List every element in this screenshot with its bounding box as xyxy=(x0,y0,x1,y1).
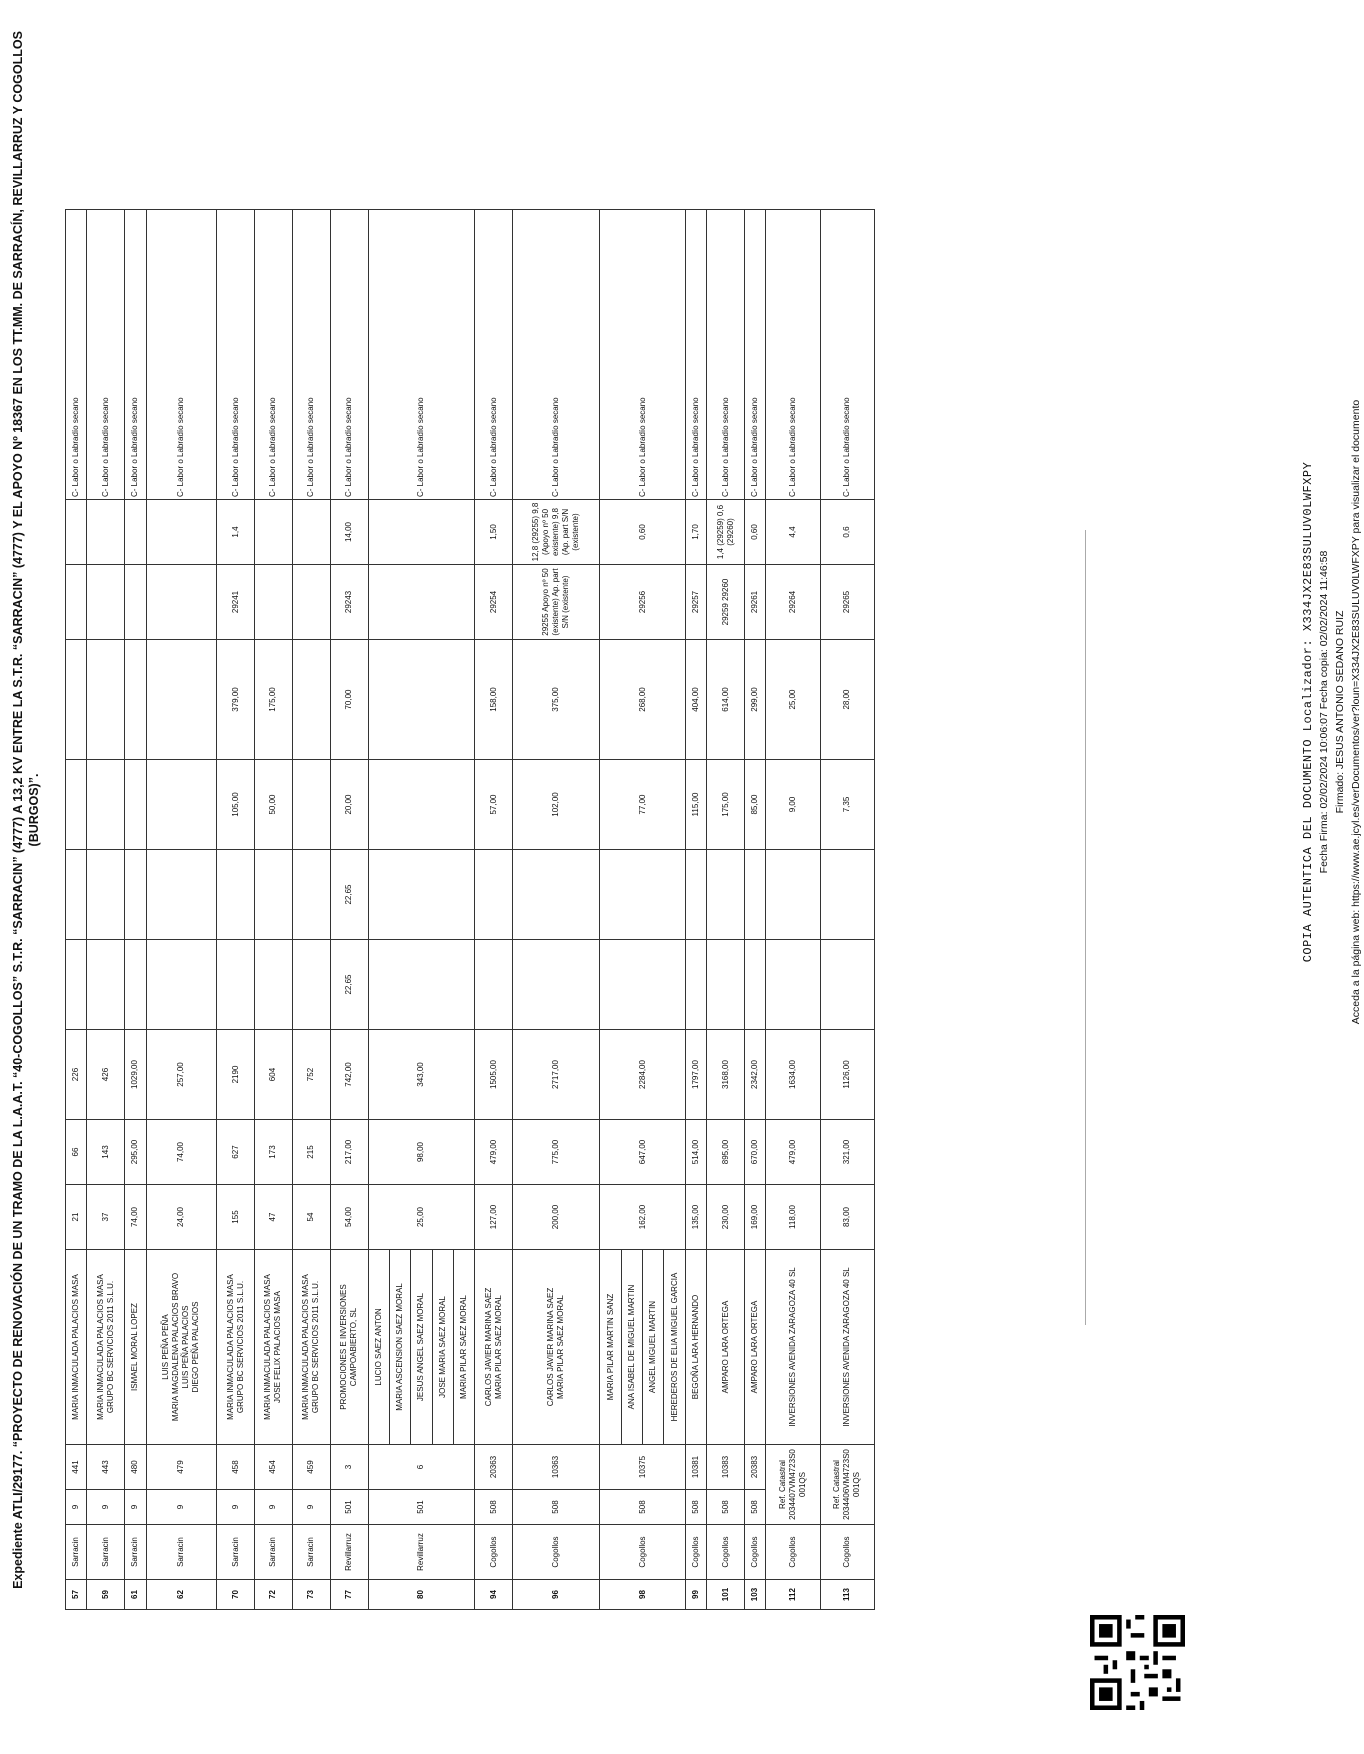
value-a: 54,00 xyxy=(330,1185,368,1250)
support-id: 29265 xyxy=(820,565,874,640)
polygon: 501 xyxy=(330,1490,368,1525)
support-area: 1,4 xyxy=(217,500,255,565)
support-area: 0,6 xyxy=(820,500,874,565)
value-c: 742,00 xyxy=(330,1030,368,1120)
support-id: 29257 xyxy=(685,565,706,640)
value-a: 135,00 xyxy=(685,1185,706,1250)
value-b: 66 xyxy=(66,1120,87,1185)
value-b: 173 xyxy=(255,1120,293,1185)
value-g xyxy=(87,640,125,760)
cadastral-ref: Ref. Catastral 2034406VM4723S0001QS xyxy=(820,1445,874,1525)
parcel: 10381 xyxy=(685,1445,706,1490)
parcel: 480 xyxy=(125,1445,146,1490)
value-a: 118,00 xyxy=(766,1185,820,1250)
polygon: 9 xyxy=(66,1490,87,1525)
value-d xyxy=(255,940,293,1030)
signature-title: COPIA AUTENTICA DEL DOCUMENTO Localizador: X334JX2E83SULUV0LWFXPY xyxy=(1301,461,1315,963)
table-row xyxy=(820,210,874,1610)
support-id: 29264 xyxy=(766,565,820,640)
value-a: 24,00 xyxy=(146,1185,217,1250)
crop-type: C- Labor o Labradío secano xyxy=(217,210,255,500)
value-g xyxy=(125,640,146,760)
crop-type: C- Labor o Labradío secano xyxy=(745,210,766,500)
municipality: Sarracin xyxy=(66,1525,87,1580)
qr-code-icon xyxy=(1090,1615,1185,1710)
value-c: 1126,00 xyxy=(820,1030,874,1120)
support-area: 1,4 (29259) 0,6 (29260) xyxy=(707,500,745,565)
polygon: 508 xyxy=(685,1490,706,1525)
value-f: 105,00 xyxy=(217,760,255,850)
value-g: 299,00 xyxy=(745,640,766,760)
value-g xyxy=(146,640,217,760)
parcel-number: 62 xyxy=(146,1580,217,1610)
municipality: Cogollos xyxy=(475,1525,513,1580)
value-c: 2284,00 xyxy=(600,1030,686,1120)
value-c: 2342,00 xyxy=(745,1030,766,1120)
polygon: 508 xyxy=(475,1490,513,1525)
parcel: 479 xyxy=(146,1445,217,1490)
support-id xyxy=(368,565,475,640)
parcel-number: 101 xyxy=(707,1580,745,1610)
table-row xyxy=(125,210,146,1610)
support-id: 29261 xyxy=(745,565,766,640)
table-row xyxy=(766,210,820,1610)
table-row xyxy=(368,210,389,1610)
support-area xyxy=(146,500,217,565)
parcel: 459 xyxy=(292,1445,330,1490)
value-f: 57,00 xyxy=(475,760,513,850)
parcel-number: 103 xyxy=(745,1580,766,1610)
value-c: 604 xyxy=(255,1030,293,1120)
signature-signer: Firmado: JESUS ANTONIO SEDANO RUIZ xyxy=(1334,610,1346,814)
parcel-number: 113 xyxy=(820,1580,874,1610)
owner-names: AMPARO LARA ORTEGA xyxy=(745,1250,766,1445)
crop-type: C- Labor o Labradío secano xyxy=(707,210,745,500)
value-d xyxy=(820,940,874,1030)
table-row xyxy=(87,210,125,1610)
owner-name: JOSE MARIA SAEZ MORAL xyxy=(432,1250,453,1445)
crop-type: C- Labor o Labradío secano xyxy=(820,210,874,500)
support-id xyxy=(66,565,87,640)
value-f: 175,00 xyxy=(707,760,745,850)
municipality: Cogollos xyxy=(685,1525,706,1580)
value-f xyxy=(146,760,217,850)
value-b: 295,00 xyxy=(125,1120,146,1185)
parcel-number: 80 xyxy=(368,1580,475,1610)
value-a: 37 xyxy=(87,1185,125,1250)
value-e xyxy=(368,850,475,940)
parcel-number: 70 xyxy=(217,1580,255,1610)
crop-type: C- Labor o Labradío secano xyxy=(255,210,293,500)
parcel-number: 99 xyxy=(685,1580,706,1610)
value-a: 74,00 xyxy=(125,1185,146,1250)
value-f: 77,00 xyxy=(600,760,686,850)
table-row xyxy=(292,210,330,1610)
crop-type: C- Labor o Labradío secano xyxy=(66,210,87,500)
value-a: 54 xyxy=(292,1185,330,1250)
value-b: 143 xyxy=(87,1120,125,1185)
value-g: 375,00 xyxy=(513,640,600,760)
owner-names: PROMOCIONES E INVERSIONES CAMPOABIERTO, SL xyxy=(330,1250,368,1445)
value-d xyxy=(66,940,87,1030)
value-b: 514,00 xyxy=(685,1120,706,1185)
value-d xyxy=(368,940,475,1030)
value-d xyxy=(292,940,330,1030)
value-f xyxy=(66,760,87,850)
value-g: 175,00 xyxy=(255,640,293,760)
value-g: 70,00 xyxy=(330,640,368,760)
value-e xyxy=(292,850,330,940)
value-e xyxy=(255,850,293,940)
table-row xyxy=(600,210,621,1610)
parcel-number: 94 xyxy=(475,1580,513,1610)
value-g xyxy=(66,640,87,760)
value-b: 627 xyxy=(217,1120,255,1185)
polygon: 501 xyxy=(368,1490,475,1525)
value-d xyxy=(685,940,706,1030)
support-id: 29259 29260 xyxy=(707,565,745,640)
value-a: 83,00 xyxy=(820,1185,874,1250)
parcel: 441 xyxy=(66,1445,87,1490)
owner-names: AMPARO LARA ORTEGA xyxy=(707,1250,745,1445)
support-id: 29243 xyxy=(330,565,368,640)
value-f: 50,00 xyxy=(255,760,293,850)
value-f: 115,00 xyxy=(685,760,706,850)
value-c: 1634,00 xyxy=(766,1030,820,1120)
value-b: 321,00 xyxy=(820,1120,874,1185)
value-c: 2190 xyxy=(217,1030,255,1120)
value-g: 268,00 xyxy=(600,640,686,760)
value-e xyxy=(475,850,513,940)
parcel-number: 77 xyxy=(330,1580,368,1610)
signature-divider xyxy=(1085,530,1086,1325)
support-area xyxy=(66,500,87,565)
municipality: Cogollos xyxy=(513,1525,600,1580)
polygon: 9 xyxy=(146,1490,217,1525)
owner-name: ANA ISABEL DE MIGUEL MARTIN xyxy=(621,1250,642,1445)
owner-name: MARIA PILAR SAEZ MORAL xyxy=(454,1250,475,1445)
value-e xyxy=(707,850,745,940)
value-e: 22,65 xyxy=(330,850,368,940)
value-c: 343,00 xyxy=(368,1030,475,1120)
table-row xyxy=(707,210,745,1610)
value-f xyxy=(368,760,475,850)
value-a: 155 xyxy=(217,1185,255,1250)
owner-name: JESUS ANGEL SAEZ MORAL xyxy=(411,1250,432,1445)
signature-url[interactable]: Acceda a la página web: https://www.ae.jcyl.es/verDocumentos/ver?loun=X334JX2E83SULUV0LWFXPY para visualizar el documento xyxy=(1350,399,1362,1025)
value-b: 895,00 xyxy=(707,1120,745,1185)
owner-names: MARIA INMACULADA PALACIOS MASA JOSE FELIX PALACIOS MASA xyxy=(255,1250,293,1445)
owner-name: ANGEL MIGUEL MARTIN xyxy=(643,1250,664,1445)
support-id xyxy=(87,565,125,640)
parcel-number: 57 xyxy=(66,1580,87,1610)
municipality: Revillarruz xyxy=(368,1525,475,1580)
value-e xyxy=(745,850,766,940)
crop-type: C- Labor o Labradío secano xyxy=(766,210,820,500)
parcel: 3 xyxy=(330,1445,368,1490)
table-row xyxy=(66,210,87,1610)
value-e xyxy=(125,850,146,940)
municipality: Cogollos xyxy=(707,1525,745,1580)
support-area xyxy=(87,500,125,565)
value-a: 200,00 xyxy=(513,1185,600,1250)
value-c: 2717,00 xyxy=(513,1030,600,1120)
support-area xyxy=(255,500,293,565)
owner-names: MARIA INMACULADA PALACIOS MASA GRUPO BC SERVICIOS 2011 S.L.U. xyxy=(292,1250,330,1445)
polygon: 508 xyxy=(707,1490,745,1525)
support-area: 4,4 xyxy=(766,500,820,565)
value-a: 162,00 xyxy=(600,1185,686,1250)
value-e xyxy=(685,850,706,940)
owner-names: CARLOS JAVIER MARINA SAEZ MARIA PILAR SAEZ MORAL xyxy=(475,1250,513,1445)
support-area: 1,50 xyxy=(475,500,513,565)
value-g xyxy=(292,640,330,760)
value-g: 158,00 xyxy=(475,640,513,760)
support-id: 29254 xyxy=(475,565,513,640)
parcel: 20383 xyxy=(745,1445,766,1490)
value-f xyxy=(87,760,125,850)
value-c: 752 xyxy=(292,1030,330,1120)
value-g: 28,00 xyxy=(820,640,874,760)
owner-names: MARIA INMACULADA PALACIOS MASA GRUPO BC SERVICIOS 2011 S.L.U. xyxy=(217,1250,255,1445)
municipality: Sarracin xyxy=(87,1525,125,1580)
value-e xyxy=(217,850,255,940)
value-a: 25,00 xyxy=(368,1185,475,1250)
value-b: 479,00 xyxy=(766,1120,820,1185)
support-area xyxy=(292,500,330,565)
municipality: Sarracin xyxy=(292,1525,330,1580)
crop-type: C- Labor o Labradío secano xyxy=(125,210,146,500)
crop-type: C- Labor o Labradío secano xyxy=(292,210,330,500)
parcel: 10383 xyxy=(707,1445,745,1490)
value-g: 379,00 xyxy=(217,640,255,760)
value-g xyxy=(368,640,475,760)
municipality: Sarracin xyxy=(125,1525,146,1580)
value-b: 670,00 xyxy=(745,1120,766,1185)
value-a: 21 xyxy=(66,1185,87,1250)
value-e xyxy=(513,850,600,940)
parcel: 10363 xyxy=(513,1445,600,1490)
signature-dates: Fecha Firma: 02/02/2024 10:06:07 Fecha copia: 02/02/2024 11:46:58 xyxy=(1318,550,1330,874)
owner-names: MARIA INMACULADA PALACIOS MASA GRUPO BC SERVICIOS 2011 S.L.U. xyxy=(87,1250,125,1445)
value-c: 426 xyxy=(87,1030,125,1120)
parcel: 443 xyxy=(87,1445,125,1490)
table-row xyxy=(685,210,706,1610)
value-d xyxy=(146,940,217,1030)
parcel-number: 73 xyxy=(292,1580,330,1610)
support-area: 0,60 xyxy=(600,500,686,565)
table-row xyxy=(255,210,293,1610)
value-g: 614,00 xyxy=(707,640,745,760)
value-e xyxy=(87,850,125,940)
owner-names: LUIS PEÑA PEÑA MARIA MAGDALENA PALACIOS BRAVO LUIS PEÑA PALACIOS DIEGO PEÑA PALACIOS xyxy=(146,1250,217,1445)
table-row xyxy=(475,210,513,1610)
value-a: 47 xyxy=(255,1185,293,1250)
crop-type: C- Labor o Labradío secano xyxy=(368,210,475,500)
support-id xyxy=(146,565,217,640)
crop-type: C- Labor o Labradío secano xyxy=(685,210,706,500)
value-d xyxy=(600,940,686,1030)
polygon: 9 xyxy=(292,1490,330,1525)
value-f: 9,00 xyxy=(766,760,820,850)
crop-type: C- Labor o Labradío secano xyxy=(475,210,513,500)
support-area: 1,70 xyxy=(685,500,706,565)
value-f xyxy=(292,760,330,850)
support-id: 29241 xyxy=(217,565,255,640)
crop-type: C- Labor o Labradío secano xyxy=(513,210,600,500)
owner-name: HEREDEROS DE ELIA MIGUEL GARCIA xyxy=(664,1250,685,1445)
value-f: 102,00 xyxy=(513,760,600,850)
value-c: 257,00 xyxy=(146,1030,217,1120)
table-row xyxy=(745,210,766,1610)
owner-name: MARIA PILAR MARTIN SANZ xyxy=(600,1250,621,1445)
value-d: 22,65 xyxy=(330,940,368,1030)
parcel-table-wrapper xyxy=(65,220,875,1610)
value-e xyxy=(146,850,217,940)
municipality: Sarracin xyxy=(217,1525,255,1580)
parcel-number: 61 xyxy=(125,1580,146,1610)
value-c: 226 xyxy=(66,1030,87,1120)
value-d xyxy=(766,940,820,1030)
table-row xyxy=(146,210,217,1610)
value-f xyxy=(125,760,146,850)
value-e xyxy=(766,850,820,940)
crop-type: C- Labor o Labradío secano xyxy=(600,210,686,500)
support-area: 12,8 (29255) 9,8 (Apoyo nº 50 existente) 9,8 (Ap. part S/N (existente) xyxy=(513,500,600,565)
value-c: 1797,00 xyxy=(685,1030,706,1120)
owner-names: MARIA INMACULADA PALACIOS MASA xyxy=(66,1250,87,1445)
rotated-sheet xyxy=(0,10,900,1610)
value-e xyxy=(820,850,874,940)
parcel: 458 xyxy=(217,1445,255,1490)
polygon: 9 xyxy=(217,1490,255,1525)
parcel-number: 59 xyxy=(87,1580,125,1610)
value-f: 85,00 xyxy=(745,760,766,850)
value-a: 169,00 xyxy=(745,1185,766,1250)
owner-names: INVERSIONES AVENIDA ZARAGOZA 40 SL xyxy=(820,1250,874,1445)
value-c: 3168,00 xyxy=(707,1030,745,1120)
support-area xyxy=(368,500,475,565)
owner-names: ISMAEL MORAL LOPEZ xyxy=(125,1250,146,1445)
polygon: 508 xyxy=(745,1490,766,1525)
owner-name: MARIA ASCENSION SAEZ MORAL xyxy=(389,1250,410,1445)
value-c: 1505,00 xyxy=(475,1030,513,1120)
document-title: Expediente ATLI/29177. “PROYECTO DE RENOVACIÓN DE UN TRAMO DE LA L.A.A.T. “40-COGOLLOS” S.T.R. “SARRACIN” (4777) A 13,2 KV ENTRE LA S.T.R. “SARRACIN” (4777) Y EL APOYO Nº 18367 EN LOS TT.MM. DE SARRACÍN, REVILLARRUZ Y COGOLLOS (BURGOS)”. xyxy=(11,31,41,1589)
value-d xyxy=(513,940,600,1030)
signature-block xyxy=(1300,399,1362,1063)
parcel: 6 xyxy=(368,1445,475,1490)
value-d xyxy=(217,940,255,1030)
value-b: 479,00 xyxy=(475,1120,513,1185)
polygon: 9 xyxy=(255,1490,293,1525)
owner-name: LUCIO SAEZ ANTON xyxy=(368,1250,389,1445)
polygon: 508 xyxy=(600,1490,686,1525)
parcel-number: 112 xyxy=(766,1580,820,1610)
value-d xyxy=(707,940,745,1030)
parcel: 20363 xyxy=(475,1445,513,1490)
crop-type: C- Labor o Labradío secano xyxy=(146,210,217,500)
parcel-number: 96 xyxy=(513,1580,600,1610)
value-b: 647,00 xyxy=(600,1120,686,1185)
support-area: 14,00 xyxy=(330,500,368,565)
crop-type: C- Labor o Labradío secano xyxy=(330,210,368,500)
value-a: 127,00 xyxy=(475,1185,513,1250)
municipality: Revillarruz xyxy=(330,1525,368,1580)
value-b: 74,00 xyxy=(146,1120,217,1185)
support-area: 0,60 xyxy=(745,500,766,565)
value-g: 25,00 xyxy=(766,640,820,760)
parcel-number: 98 xyxy=(600,1580,686,1610)
support-id xyxy=(125,565,146,640)
municipality: Cogollos xyxy=(766,1525,820,1580)
table-row xyxy=(330,210,368,1610)
cadastral-ref: Ref. Catastral 2034407VM4723S0001QS xyxy=(766,1445,820,1525)
value-b: 98,00 xyxy=(368,1120,475,1185)
parcel: 454 xyxy=(255,1445,293,1490)
parcel-table xyxy=(65,209,875,1610)
municipality: Cogollos xyxy=(820,1525,874,1580)
table-row xyxy=(217,210,255,1610)
parcel: 10375 xyxy=(600,1445,686,1490)
municipality: Cogollos xyxy=(745,1525,766,1580)
value-a: 230,00 xyxy=(707,1185,745,1250)
owner-names: CARLOS JAVIER MARINA SAEZ MARIA PILAR SAEZ MORAL xyxy=(513,1250,600,1445)
value-b: 215 xyxy=(292,1120,330,1185)
polygon: 508 xyxy=(513,1490,600,1525)
value-f: 7,35 xyxy=(820,760,874,850)
value-f: 20,00 xyxy=(330,760,368,850)
crop-type: C- Labor o Labradío secano xyxy=(87,210,125,500)
parcel-number: 72 xyxy=(255,1580,293,1610)
value-c: 1029,00 xyxy=(125,1030,146,1120)
polygon: 9 xyxy=(87,1490,125,1525)
value-b: 217,00 xyxy=(330,1120,368,1185)
value-d xyxy=(475,940,513,1030)
municipality: Sarracin xyxy=(255,1525,293,1580)
support-area xyxy=(125,500,146,565)
value-d xyxy=(125,940,146,1030)
value-d xyxy=(87,940,125,1030)
value-e xyxy=(600,850,686,940)
table-row xyxy=(513,210,600,1610)
owner-names: INVERSIONES AVENIDA ZARAGOZA 40 SL xyxy=(766,1250,820,1445)
support-id xyxy=(255,565,293,640)
support-id: 29255 Apoyo nº 50 (existente) Ap. part S/N (existente) xyxy=(513,565,600,640)
value-e xyxy=(66,850,87,940)
polygon: 9 xyxy=(125,1490,146,1525)
municipality: Cogollos xyxy=(600,1525,686,1580)
value-g: 404,00 xyxy=(685,640,706,760)
owner-names: BEGOÑA LARA HERNANDO xyxy=(685,1250,706,1445)
support-id: 29256 xyxy=(600,565,686,640)
value-b: 775,00 xyxy=(513,1120,600,1185)
value-d xyxy=(745,940,766,1030)
municipality: Sarracin xyxy=(146,1525,217,1580)
support-id xyxy=(292,565,330,640)
